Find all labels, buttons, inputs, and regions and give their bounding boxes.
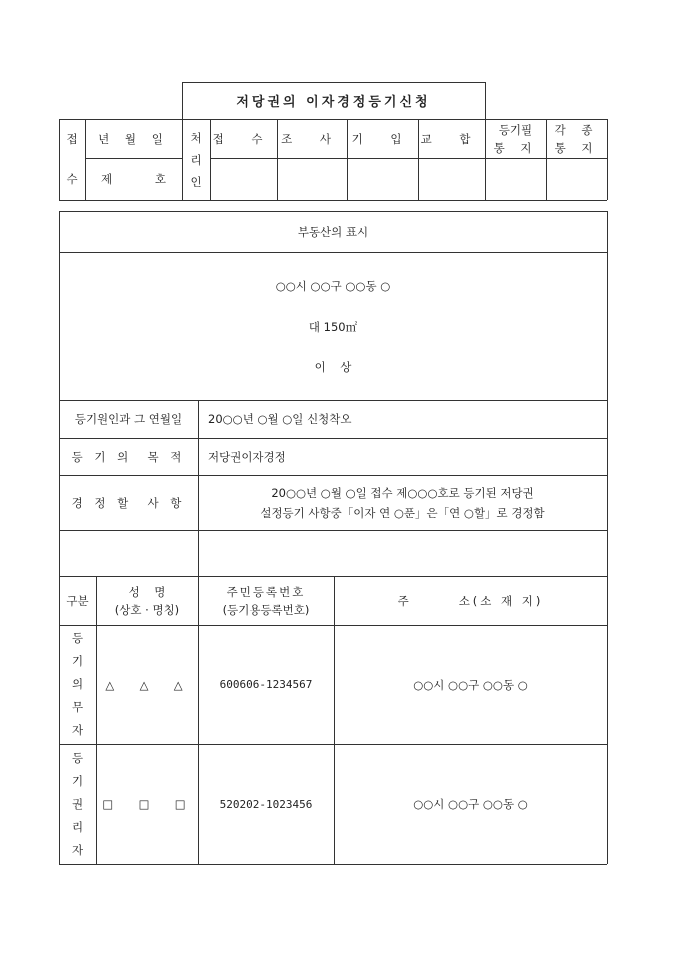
property-closing: 이 상 bbox=[314, 360, 352, 374]
name-header bbox=[96, 576, 198, 625]
registry-notice-line: 통 지 bbox=[493, 140, 538, 155]
category-char: 등 bbox=[71, 631, 84, 645]
purpose-value[interactable]: 저당권이자경정 bbox=[208, 449, 286, 464]
category-char: 무 bbox=[71, 700, 84, 714]
registry-notice-line: 등기필 bbox=[498, 122, 533, 137]
cause-date-value[interactable]: 20○○년 ○월 ○일 신청착오 bbox=[208, 412, 352, 426]
correction-value[interactable] bbox=[198, 475, 607, 530]
various-notice-line: 통 지 bbox=[554, 140, 599, 155]
processor-char: 인 bbox=[190, 174, 202, 189]
col-review: 조 사 bbox=[281, 131, 343, 146]
verify-stamp-cell[interactable] bbox=[418, 158, 485, 200]
blank-label-cell bbox=[59, 530, 198, 576]
address-header-right: 소(소 재 지) bbox=[458, 593, 544, 608]
col-registry-notice bbox=[485, 119, 546, 158]
name-header-line1: 성 명 bbox=[128, 584, 166, 599]
various-notice-stamp-cell[interactable] bbox=[546, 158, 607, 200]
col-entry: 기 입 bbox=[351, 131, 414, 146]
processor-char: 처 bbox=[190, 130, 202, 145]
receipt-label-top: 접 bbox=[66, 131, 78, 146]
correction-line: 20○○년 ○월 ○일 접수 제○○○호로 등기된 저당권 bbox=[271, 485, 534, 500]
number-label-left: 제 bbox=[101, 172, 113, 186]
property-header: 부동산의 표시 bbox=[297, 224, 369, 239]
category-char: 등 bbox=[71, 750, 84, 765]
address-header bbox=[334, 576, 607, 625]
blank-value-cell[interactable] bbox=[198, 530, 607, 576]
purpose-label: 등 기 의 목 적 bbox=[71, 449, 186, 464]
obligee-address[interactable]: ○○시 ○○구 ○○동 ○ bbox=[413, 797, 528, 811]
obligee-id[interactable]: 520202-1023456 bbox=[219, 797, 313, 811]
form-title: 저당권의 이자경정등기신청 bbox=[236, 95, 431, 110]
category-char: 기 bbox=[71, 773, 84, 788]
receipt-label-bottom: 수 bbox=[66, 172, 78, 186]
various-notice-line: 각 종 bbox=[554, 122, 599, 137]
address-header-left: 주 bbox=[397, 593, 409, 608]
review-stamp-cell[interactable] bbox=[277, 158, 347, 200]
obligor-category bbox=[59, 625, 96, 744]
correction-label: 경 정 할 사 항 bbox=[71, 495, 186, 510]
category-char: 자 bbox=[71, 842, 84, 857]
category-char: 자 bbox=[71, 723, 84, 737]
obligor-name[interactable]: △ △ △ bbox=[105, 677, 189, 692]
category-char: 리 bbox=[71, 819, 84, 834]
number-label bbox=[85, 158, 182, 200]
obligee-name[interactable]: □ □ □ bbox=[102, 797, 192, 811]
property-address: ○○시 ○○구 ○○동 ○ bbox=[275, 279, 391, 293]
cause-date-label: 등기원인과 그 연월일 bbox=[74, 412, 183, 426]
processor-char: 리 bbox=[190, 152, 202, 167]
id-header-line1: 주민등록번호 bbox=[226, 584, 306, 599]
date-label: 년 월 일 bbox=[98, 131, 169, 146]
category-header: 구분 bbox=[66, 593, 89, 608]
registry-notice-stamp-cell[interactable] bbox=[485, 158, 546, 200]
col-receipt: 접 수 bbox=[212, 131, 275, 146]
obligor-address[interactable]: ○○시 ○○구 ○○동 ○ bbox=[413, 677, 528, 692]
category-char: 권 bbox=[71, 796, 84, 811]
obligee-category bbox=[59, 744, 96, 864]
processor-label bbox=[182, 119, 210, 200]
category-char: 기 bbox=[71, 654, 84, 668]
obligor-id[interactable]: 600606-1234567 bbox=[219, 678, 313, 691]
col-various-notice bbox=[546, 119, 607, 158]
correction-line: 설정등기 사항중「이자 연 ○푼」은「연 ○할」로 경정함 bbox=[260, 505, 545, 520]
name-header-line2: (상호 · 명칭) bbox=[114, 602, 180, 617]
receipt-stamp-cell[interactable] bbox=[210, 158, 277, 200]
number-label-right: 호 bbox=[154, 172, 166, 186]
id-header-line2: (등기용등록번호) bbox=[222, 602, 310, 617]
id-header bbox=[198, 576, 334, 625]
col-verify: 교 합 bbox=[420, 131, 483, 146]
entry-stamp-cell[interactable] bbox=[347, 158, 418, 200]
category-char: 의 bbox=[71, 677, 84, 691]
property-area: 대 150㎡ bbox=[308, 320, 358, 334]
